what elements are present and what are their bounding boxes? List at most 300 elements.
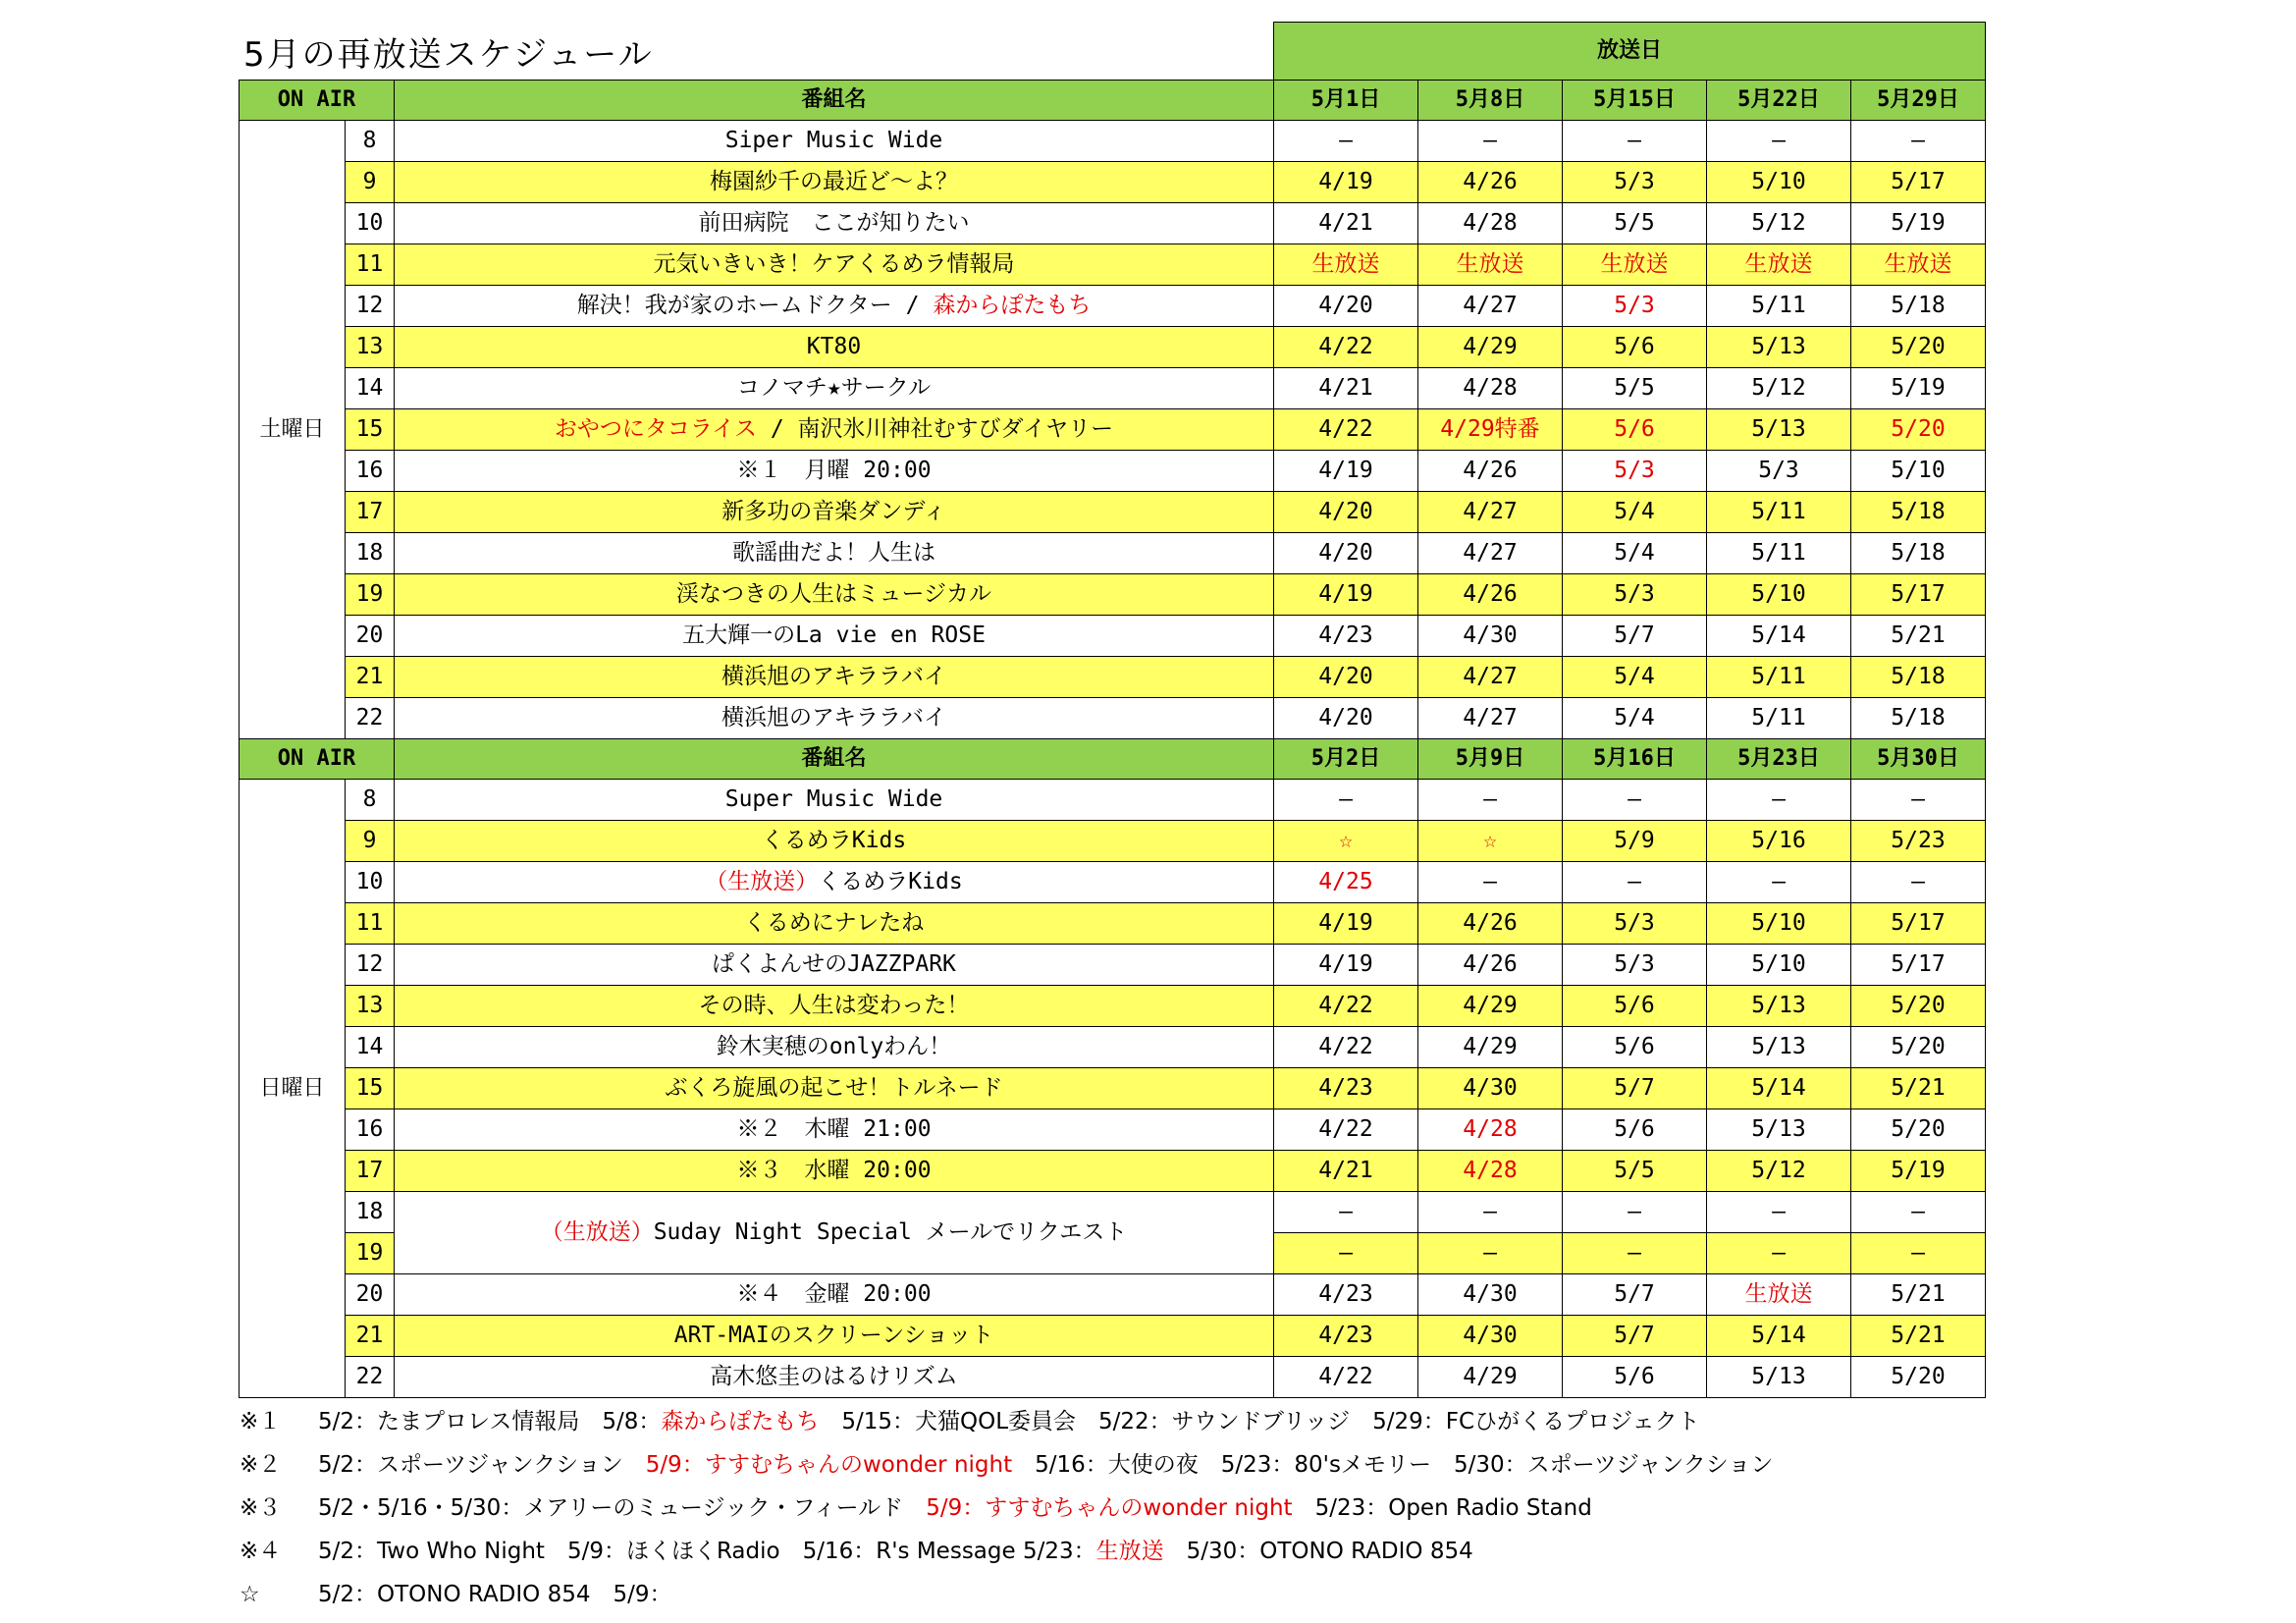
broadcast-cell: 5/3 bbox=[1563, 903, 1707, 945]
program-text: 五大輝一のLa vie en ROSE bbox=[682, 622, 986, 648]
broadcast-cell: 5/18 bbox=[1851, 657, 1986, 698]
broadcast-cell: 4/20 bbox=[1274, 657, 1418, 698]
broadcast-cell: 4/26 bbox=[1418, 451, 1563, 492]
broadcast-cell: 5/21 bbox=[1851, 616, 1986, 657]
program-cell bbox=[395, 657, 1274, 698]
footnote-text: 5/23：Open Radio Stand bbox=[1292, 1495, 1592, 1521]
broadcast-cell: 4/23 bbox=[1274, 616, 1418, 657]
program-cell bbox=[395, 121, 1274, 162]
broadcast-cell: 5/10 bbox=[1707, 903, 1851, 945]
program-text: くるめにナレたね bbox=[743, 910, 925, 936]
program-cell bbox=[395, 903, 1274, 945]
broadcast-cell: 4/29 bbox=[1418, 1027, 1563, 1068]
date-header: 5月2日 bbox=[1274, 739, 1418, 780]
broadcast-cell: 5/21 bbox=[1851, 1274, 1986, 1316]
hour-cell: 10 bbox=[346, 862, 395, 903]
broadcast-cell: 5/14 bbox=[1707, 1316, 1851, 1357]
footnote-text: 5/9：すすむちゃんのwonder night bbox=[926, 1495, 1293, 1521]
footnote-text: 5/9：すすむちゃんのwonder night bbox=[645, 1452, 1013, 1478]
hour-cell: 13 bbox=[346, 327, 395, 368]
day-label: 日曜日 bbox=[240, 780, 346, 1398]
broadcast-cell: — bbox=[1851, 780, 1986, 821]
broadcast-cell: 4/29 bbox=[1418, 1357, 1563, 1398]
broadcast-cell: 生放送 bbox=[1274, 244, 1418, 286]
broadcast-cell: 5/19 bbox=[1851, 368, 1986, 409]
program-cell bbox=[395, 368, 1274, 409]
broadcast-cell: 4/27 bbox=[1418, 657, 1563, 698]
hour-cell: 11 bbox=[346, 903, 395, 945]
broadcast-cell: 5/6 bbox=[1563, 409, 1707, 451]
broadcast-cell: 4/26 bbox=[1418, 162, 1563, 203]
hour-cell: 17 bbox=[346, 492, 395, 533]
program-cell bbox=[395, 1192, 1274, 1274]
broadcast-cell: ☆ bbox=[1274, 821, 1418, 862]
broadcast-cell: 5/12 bbox=[1707, 368, 1851, 409]
program-cell bbox=[395, 203, 1274, 244]
schedule-row bbox=[240, 286, 1986, 327]
program-cell bbox=[395, 409, 1274, 451]
broadcast-cell: 5/7 bbox=[1563, 1068, 1707, 1109]
broadcast-cell: — bbox=[1418, 121, 1563, 162]
broadcast-cell: 5/13 bbox=[1707, 327, 1851, 368]
broadcast-cell: 5/13 bbox=[1707, 1027, 1851, 1068]
hour-cell: 15 bbox=[346, 1068, 395, 1109]
schedule-row bbox=[240, 616, 1986, 657]
broadcast-cell: 4/29特番 bbox=[1418, 409, 1563, 451]
footnote-mark: ※２ bbox=[240, 1452, 282, 1478]
broadcast-cell: — bbox=[1707, 1192, 1851, 1233]
schedule-row bbox=[240, 821, 1986, 862]
schedule-row bbox=[240, 903, 1986, 945]
broadcast-cell: 5/17 bbox=[1851, 903, 1986, 945]
hour-cell: 16 bbox=[346, 451, 395, 492]
date-header: 5月30日 bbox=[1851, 739, 1986, 780]
footnotes bbox=[240, 1400, 1773, 1616]
broadcast-cell: 4/20 bbox=[1274, 286, 1418, 327]
broadcast-cell: 5/16 bbox=[1707, 821, 1851, 862]
hour-cell: 19 bbox=[346, 1233, 395, 1274]
schedule-row bbox=[240, 1357, 1986, 1398]
broadcast-cell: 5/13 bbox=[1707, 1109, 1851, 1151]
broadcast-cell: 5/3 bbox=[1563, 574, 1707, 616]
schedule-row bbox=[240, 121, 1986, 162]
program-cell bbox=[395, 1274, 1274, 1316]
program-text: Siper Music Wide bbox=[724, 128, 943, 153]
schedule-row bbox=[240, 657, 1986, 698]
footnote-text: 5/30：OTONO RADIO 854 bbox=[1163, 1539, 1473, 1564]
program-cell bbox=[395, 821, 1274, 862]
broadcast-cell: 5/19 bbox=[1851, 1151, 1986, 1192]
broadcast-cell: 5/6 bbox=[1563, 327, 1707, 368]
date-header: 5月1日 bbox=[1274, 81, 1418, 121]
program-text: コノマチ★サークル bbox=[736, 375, 932, 401]
program-cell bbox=[395, 451, 1274, 492]
broadcast-cell: 生放送 bbox=[1707, 244, 1851, 286]
hour-cell: 18 bbox=[346, 1192, 395, 1233]
broadcast-cell: 4/27 bbox=[1418, 492, 1563, 533]
broadcast-cell: — bbox=[1274, 121, 1418, 162]
program-text: KT80 bbox=[806, 334, 862, 359]
hour-cell: 20 bbox=[346, 1274, 395, 1316]
broadcast-cell: — bbox=[1707, 1233, 1851, 1274]
program-text: 横浜旭のアキララバイ bbox=[721, 705, 947, 730]
broadcast-day-header: 放送日 bbox=[1274, 23, 1986, 81]
program-cell bbox=[395, 533, 1274, 574]
broadcast-cell: 4/28 bbox=[1418, 203, 1563, 244]
hour-cell: 14 bbox=[346, 368, 395, 409]
broadcast-cell: 5/7 bbox=[1563, 1316, 1707, 1357]
date-header: 5月15日 bbox=[1563, 81, 1707, 121]
broadcast-cell: 5/10 bbox=[1851, 451, 1986, 492]
broadcast-cell: 4/28 bbox=[1418, 1109, 1563, 1151]
program-text: ※４ 金曜 20:00 bbox=[736, 1281, 932, 1307]
footnote-text: 5/15：犬猫QOL委員会 5/22：サウンドブリッジ 5/29：FCひがくるプロジェクト bbox=[819, 1409, 1700, 1434]
section-header-row bbox=[240, 81, 1986, 121]
broadcast-cell: 5/7 bbox=[1563, 1274, 1707, 1316]
schedule-row bbox=[240, 698, 1986, 739]
schedule-row bbox=[240, 1192, 1986, 1233]
broadcast-cell: 5/11 bbox=[1707, 533, 1851, 574]
broadcast-cell: 5/21 bbox=[1851, 1068, 1986, 1109]
broadcast-cell: 5/17 bbox=[1851, 162, 1986, 203]
broadcast-cell: — bbox=[1851, 121, 1986, 162]
broadcast-cell: 4/20 bbox=[1274, 492, 1418, 533]
broadcast-cell: — bbox=[1563, 780, 1707, 821]
program-cell bbox=[395, 1027, 1274, 1068]
schedule-row bbox=[240, 409, 1986, 451]
broadcast-cell: — bbox=[1563, 1192, 1707, 1233]
schedule-row bbox=[240, 1109, 1986, 1151]
broadcast-cell: 4/22 bbox=[1274, 327, 1418, 368]
broadcast-cell: 5/4 bbox=[1563, 657, 1707, 698]
hour-cell: 20 bbox=[346, 616, 395, 657]
broadcast-cell: 4/21 bbox=[1274, 368, 1418, 409]
broadcast-cell: 5/17 bbox=[1851, 945, 1986, 986]
program-text: ※２ 木曜 21:00 bbox=[736, 1116, 932, 1142]
program-text: 前田病院 ここが知りたい bbox=[698, 210, 970, 236]
broadcast-cell: 4/29 bbox=[1418, 986, 1563, 1027]
program-text: / 南沢氷川神社むすびダイヤリー bbox=[757, 416, 1114, 442]
broadcast-cell: 5/18 bbox=[1851, 533, 1986, 574]
broadcast-cell: 4/23 bbox=[1274, 1274, 1418, 1316]
program-cell bbox=[395, 162, 1274, 203]
broadcast-cell: 5/21 bbox=[1851, 1316, 1986, 1357]
day-label: 土曜日 bbox=[240, 121, 346, 739]
broadcast-cell: 5/20 bbox=[1851, 1027, 1986, 1068]
broadcast-cell: 5/18 bbox=[1851, 698, 1986, 739]
hour-cell: 22 bbox=[346, 698, 395, 739]
broadcast-cell: 5/10 bbox=[1707, 574, 1851, 616]
program-text: 元気いきいき！ケアくるめラ情報局 bbox=[653, 251, 1015, 277]
program-cell bbox=[395, 862, 1274, 903]
broadcast-cell: 4/30 bbox=[1418, 1068, 1563, 1109]
hour-cell: 21 bbox=[346, 1316, 395, 1357]
broadcast-cell: 5/13 bbox=[1707, 986, 1851, 1027]
hour-cell: 11 bbox=[346, 244, 395, 286]
broadcast-cell: 5/11 bbox=[1707, 657, 1851, 698]
broadcast-cell: 4/20 bbox=[1274, 698, 1418, 739]
footnote-line bbox=[240, 1443, 1773, 1487]
program-text: （生放送） bbox=[705, 869, 819, 894]
schedule-row bbox=[240, 244, 1986, 286]
program-header: 番組名 bbox=[395, 739, 1274, 780]
broadcast-cell: 5/11 bbox=[1707, 286, 1851, 327]
broadcast-cell: 5/6 bbox=[1563, 986, 1707, 1027]
hour-cell: 14 bbox=[346, 1027, 395, 1068]
broadcast-cell: 生放送 bbox=[1418, 244, 1563, 286]
broadcast-cell: 4/23 bbox=[1274, 1068, 1418, 1109]
broadcast-cell: — bbox=[1418, 1233, 1563, 1274]
broadcast-cell: 4/20 bbox=[1274, 533, 1418, 574]
broadcast-cell: 5/5 bbox=[1563, 1151, 1707, 1192]
broadcast-cell: 生放送 bbox=[1851, 244, 1986, 286]
broadcast-cell: 4/30 bbox=[1418, 1316, 1563, 1357]
broadcast-cell: 4/22 bbox=[1274, 1027, 1418, 1068]
program-text: 森からぽたもち bbox=[933, 293, 1092, 318]
program-cell bbox=[395, 327, 1274, 368]
broadcast-cell: 4/22 bbox=[1274, 1357, 1418, 1398]
broadcast-cell: 5/17 bbox=[1851, 574, 1986, 616]
hour-cell: 21 bbox=[346, 657, 395, 698]
broadcast-cell: 5/12 bbox=[1707, 203, 1851, 244]
schedule-row bbox=[240, 533, 1986, 574]
broadcast-cell: 生放送 bbox=[1707, 1274, 1851, 1316]
broadcast-cell: 5/3 bbox=[1707, 451, 1851, 492]
hour-cell: 12 bbox=[346, 286, 395, 327]
footnote-text: 5/16：大使の夜 5/23：80'sメモリー 5/30：スポーツジャンクション bbox=[1012, 1452, 1774, 1478]
broadcast-cell: — bbox=[1563, 1233, 1707, 1274]
program-text: Suday Night Special メールでリクエスト bbox=[653, 1219, 1128, 1245]
program-cell bbox=[395, 574, 1274, 616]
program-text: おやつにタコライス bbox=[554, 416, 757, 442]
program-text: ART-MAIのスクリーンショット bbox=[673, 1323, 994, 1348]
broadcast-cell: 4/23 bbox=[1274, 1316, 1418, 1357]
schedule-row bbox=[240, 862, 1986, 903]
hour-cell: 22 bbox=[346, 1357, 395, 1398]
hour-cell: 8 bbox=[346, 780, 395, 821]
program-text: 新多功の音楽ダンディ bbox=[721, 499, 946, 524]
program-text: Super Music Wide bbox=[724, 786, 943, 812]
broadcast-cell: 4/27 bbox=[1418, 698, 1563, 739]
broadcast-cell: 4/19 bbox=[1274, 574, 1418, 616]
broadcast-cell: 4/26 bbox=[1418, 574, 1563, 616]
footnote-mark: ※１ bbox=[240, 1409, 282, 1434]
program-cell bbox=[395, 1068, 1274, 1109]
broadcast-cell: 5/10 bbox=[1707, 162, 1851, 203]
schedule-row bbox=[240, 492, 1986, 533]
title-spacer bbox=[240, 23, 1274, 81]
broadcast-cell: 5/5 bbox=[1563, 368, 1707, 409]
broadcast-cell: 5/3 bbox=[1563, 286, 1707, 327]
date-header: 5月29日 bbox=[1851, 81, 1986, 121]
schedule-table bbox=[239, 22, 1986, 1398]
footnote-mark: ※３ bbox=[240, 1495, 282, 1521]
broadcast-cell: 4/30 bbox=[1418, 1274, 1563, 1316]
program-cell bbox=[395, 780, 1274, 821]
footnote-text: 森からぽたもち bbox=[661, 1409, 820, 1434]
program-text: 歌謡曲だよ！人生は bbox=[732, 540, 935, 566]
broadcast-cell: 5/7 bbox=[1563, 616, 1707, 657]
broadcast-cell: — bbox=[1274, 1192, 1418, 1233]
broadcast-cell: 5/11 bbox=[1707, 698, 1851, 739]
schedule-row bbox=[240, 162, 1986, 203]
broadcast-cell: 4/21 bbox=[1274, 1151, 1418, 1192]
broadcast-cell: 4/19 bbox=[1274, 162, 1418, 203]
program-text: 高木悠圭のはるけリズム bbox=[710, 1364, 958, 1389]
footnote-mark: ☆ bbox=[240, 1582, 260, 1607]
schedule-row bbox=[240, 574, 1986, 616]
broadcast-cell: 4/28 bbox=[1418, 368, 1563, 409]
broadcast-cell: 5/20 bbox=[1851, 986, 1986, 1027]
broadcast-cell: 4/27 bbox=[1418, 533, 1563, 574]
schedule-row bbox=[240, 986, 1986, 1027]
schedule-row bbox=[240, 945, 1986, 986]
onair-header: ON AIR bbox=[240, 81, 395, 121]
footnote-line bbox=[240, 1573, 1773, 1616]
broadcast-cell: 5/14 bbox=[1707, 1068, 1851, 1109]
program-text: 梅園紗千の最近ど～よ？ bbox=[710, 169, 958, 194]
broadcast-cell: — bbox=[1274, 780, 1418, 821]
broadcast-cell: ☆ bbox=[1418, 821, 1563, 862]
program-cell bbox=[395, 698, 1274, 739]
broadcast-cell: — bbox=[1274, 1233, 1418, 1274]
footnote-line bbox=[240, 1530, 1773, 1573]
broadcast-cell: 5/19 bbox=[1851, 203, 1986, 244]
broadcast-cell: 4/19 bbox=[1274, 903, 1418, 945]
program-text: ぱくよんせのJAZZPARK bbox=[712, 951, 956, 977]
date-header: 5月22日 bbox=[1707, 81, 1851, 121]
schedule-row bbox=[240, 1316, 1986, 1357]
schedule-row bbox=[240, 1027, 1986, 1068]
program-cell bbox=[395, 1357, 1274, 1398]
footnote-text: 5/2：OTONO RADIO 854 5/9： bbox=[318, 1582, 672, 1607]
hour-cell: 10 bbox=[346, 203, 395, 244]
hour-cell: 12 bbox=[346, 945, 395, 986]
broadcast-cell: 5/20 bbox=[1851, 1109, 1986, 1151]
schedule-row bbox=[240, 327, 1986, 368]
broadcast-cell: 4/26 bbox=[1418, 945, 1563, 986]
program-text: くるめラKids bbox=[818, 869, 963, 894]
program-text: 横浜旭のアキララバイ bbox=[721, 664, 947, 689]
page-title: 5月の再放送スケジュール bbox=[243, 35, 654, 75]
schedule-row bbox=[240, 451, 1986, 492]
footnote-text: 5/2・5/16・5/30：メアリーのミュージック・フィールド bbox=[318, 1495, 927, 1521]
program-text: 鈴木実穂のonlyわん！ bbox=[716, 1034, 952, 1059]
hour-cell: 15 bbox=[346, 409, 395, 451]
broadcast-cell: 5/3 bbox=[1563, 451, 1707, 492]
date-header: 5月23日 bbox=[1707, 739, 1851, 780]
hour-cell: 8 bbox=[346, 121, 395, 162]
program-cell bbox=[395, 986, 1274, 1027]
broadcast-cell: 5/3 bbox=[1563, 162, 1707, 203]
broadcast-cell: — bbox=[1418, 862, 1563, 903]
program-text: 解決！我が家のホームドクター / bbox=[576, 293, 934, 318]
hour-cell: 13 bbox=[346, 986, 395, 1027]
broadcast-cell: 5/6 bbox=[1563, 1109, 1707, 1151]
broadcast-cell: 4/21 bbox=[1274, 203, 1418, 244]
program-cell bbox=[395, 286, 1274, 327]
program-cell bbox=[395, 616, 1274, 657]
broadcast-cell: 4/29 bbox=[1418, 327, 1563, 368]
broadcast-cell: 4/25 bbox=[1274, 862, 1418, 903]
broadcast-cell: 5/10 bbox=[1707, 945, 1851, 986]
program-cell bbox=[395, 1151, 1274, 1192]
broadcast-cell: 5/9 bbox=[1563, 821, 1707, 862]
broadcast-cell: 5/12 bbox=[1707, 1151, 1851, 1192]
broadcast-cell: — bbox=[1851, 1233, 1986, 1274]
schedule-row bbox=[240, 1274, 1986, 1316]
broadcast-cell: 5/6 bbox=[1563, 1027, 1707, 1068]
broadcast-cell: 4/19 bbox=[1274, 945, 1418, 986]
broadcast-cell: 4/27 bbox=[1418, 286, 1563, 327]
broadcast-cell: 4/22 bbox=[1274, 409, 1418, 451]
broadcast-cell: 5/18 bbox=[1851, 492, 1986, 533]
broadcast-cell: 5/6 bbox=[1563, 1357, 1707, 1398]
program-text: その時、人生は変わった！ bbox=[698, 993, 970, 1018]
broadcast-cell: 5/11 bbox=[1707, 492, 1851, 533]
schedule-row bbox=[240, 1068, 1986, 1109]
broadcast-cell: 5/13 bbox=[1707, 1357, 1851, 1398]
broadcast-cell: — bbox=[1707, 780, 1851, 821]
date-header: 5月8日 bbox=[1418, 81, 1563, 121]
onair-header: ON AIR bbox=[240, 739, 395, 780]
broadcast-cell: — bbox=[1707, 862, 1851, 903]
schedule-row bbox=[240, 368, 1986, 409]
program-cell bbox=[395, 1109, 1274, 1151]
hour-cell: 17 bbox=[346, 1151, 395, 1192]
broadcast-cell: 4/28 bbox=[1418, 1151, 1563, 1192]
hour-cell: 19 bbox=[346, 574, 395, 616]
hour-cell: 16 bbox=[346, 1109, 395, 1151]
broadcast-cell: 5/4 bbox=[1563, 533, 1707, 574]
footnote-text: 5/2：たまプロレス情報局 5/8： bbox=[318, 1409, 662, 1434]
program-text: 渓なつきの人生はミュージカル bbox=[675, 581, 992, 607]
broadcast-cell: 4/22 bbox=[1274, 986, 1418, 1027]
program-cell bbox=[395, 1316, 1274, 1357]
program-text: ※１ 月曜 20:00 bbox=[736, 458, 932, 483]
broadcast-cell: 4/22 bbox=[1274, 1109, 1418, 1151]
broadcast-cell: 生放送 bbox=[1563, 244, 1707, 286]
broadcast-cell: — bbox=[1707, 121, 1851, 162]
program-cell bbox=[395, 244, 1274, 286]
program-header: 番組名 bbox=[395, 81, 1274, 121]
date-header: 5月16日 bbox=[1563, 739, 1707, 780]
broadcast-cell: 5/18 bbox=[1851, 286, 1986, 327]
hour-cell: 9 bbox=[346, 821, 395, 862]
broadcast-cell: 5/14 bbox=[1707, 616, 1851, 657]
broadcast-cell: 5/3 bbox=[1563, 945, 1707, 986]
program-text: くるめラKids bbox=[761, 828, 907, 853]
broadcast-cell: 5/4 bbox=[1563, 698, 1707, 739]
broadcast-cell: 5/4 bbox=[1563, 492, 1707, 533]
broadcast-cell: 5/13 bbox=[1707, 409, 1851, 451]
broadcast-cell: — bbox=[1563, 862, 1707, 903]
broadcast-cell: 5/20 bbox=[1851, 409, 1986, 451]
schedule-row bbox=[240, 203, 1986, 244]
footnote-mark: ※４ bbox=[240, 1539, 282, 1564]
broadcast-cell: 4/30 bbox=[1418, 616, 1563, 657]
footnote-text: 生放送 bbox=[1095, 1539, 1164, 1564]
footnote-text: 5/2：スポーツジャンクション bbox=[318, 1452, 646, 1478]
hour-cell: 9 bbox=[346, 162, 395, 203]
footnote-line bbox=[240, 1487, 1773, 1530]
broadcast-cell: — bbox=[1851, 1192, 1986, 1233]
program-text: ※３ 水曜 20:00 bbox=[736, 1158, 932, 1183]
broadcast-cell: 5/20 bbox=[1851, 1357, 1986, 1398]
schedule-row bbox=[240, 780, 1986, 821]
program-text: ぶくろ旋風の起こせ！トルネード bbox=[665, 1075, 1003, 1101]
broadcast-cell: 5/23 bbox=[1851, 821, 1986, 862]
